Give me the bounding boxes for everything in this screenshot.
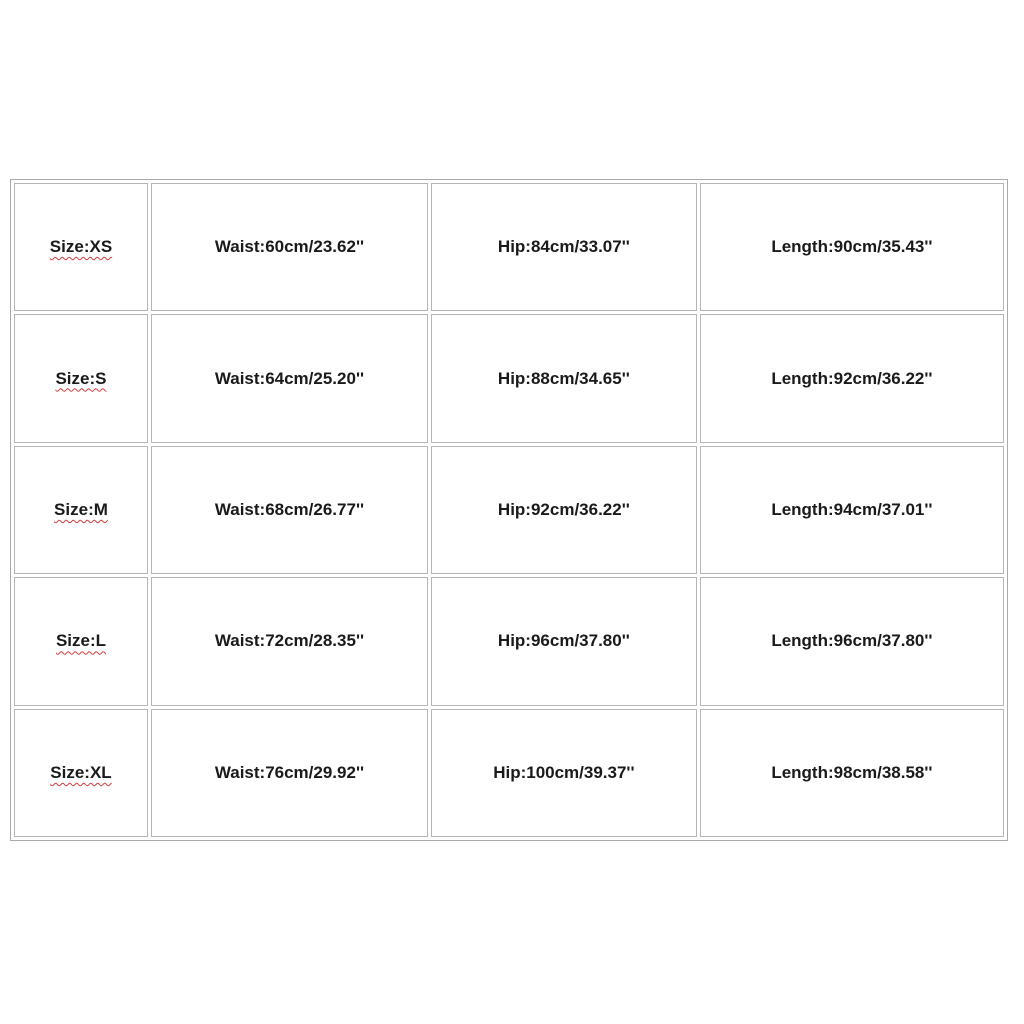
length-cell: Length:92cm/36.22'' bbox=[700, 314, 1004, 442]
hip-cell: Hip:92cm/36.22'' bbox=[431, 446, 697, 574]
waist-cell: Waist:68cm/26.77'' bbox=[151, 446, 428, 574]
size-cell bbox=[14, 709, 148, 837]
waist-cell: Waist:60cm/23.62'' bbox=[151, 183, 428, 311]
hip-cell: Hip:88cm/34.65'' bbox=[431, 314, 697, 442]
waist-cell: Waist:76cm/29.92'' bbox=[151, 709, 428, 837]
size-cell bbox=[14, 446, 148, 574]
size-label: Size:L bbox=[55, 631, 106, 651]
hip-cell: Hip:100cm/39.37'' bbox=[431, 709, 697, 837]
size-cell bbox=[14, 577, 148, 705]
size-row-xs bbox=[14, 183, 1004, 311]
length-cell: Length:98cm/38.58'' bbox=[700, 709, 1004, 837]
length-cell: Length:96cm/37.80'' bbox=[700, 577, 1004, 705]
length-cell: Length:90cm/35.43'' bbox=[700, 183, 1004, 311]
size-cell bbox=[14, 314, 148, 442]
size-label: Size:M bbox=[54, 499, 108, 519]
size-label: Size:S bbox=[55, 368, 107, 388]
waist-cell: Waist:72cm/28.35'' bbox=[151, 577, 428, 705]
hip-cell: Hip:84cm/33.07'' bbox=[431, 183, 697, 311]
size-row-m bbox=[14, 446, 1004, 574]
hip-cell: Hip:96cm/37.80'' bbox=[431, 577, 697, 705]
size-cell bbox=[14, 183, 148, 311]
size-label: Size:XS bbox=[49, 237, 113, 257]
size-row-l bbox=[14, 577, 1004, 705]
size-label: Size:XL bbox=[50, 762, 112, 782]
size-row-xl bbox=[14, 709, 1004, 837]
waist-cell: Waist:64cm/25.20'' bbox=[151, 314, 428, 442]
size-row-s bbox=[14, 314, 1004, 442]
size-chart-table bbox=[10, 179, 1008, 841]
length-cell: Length:94cm/37.01'' bbox=[700, 446, 1004, 574]
